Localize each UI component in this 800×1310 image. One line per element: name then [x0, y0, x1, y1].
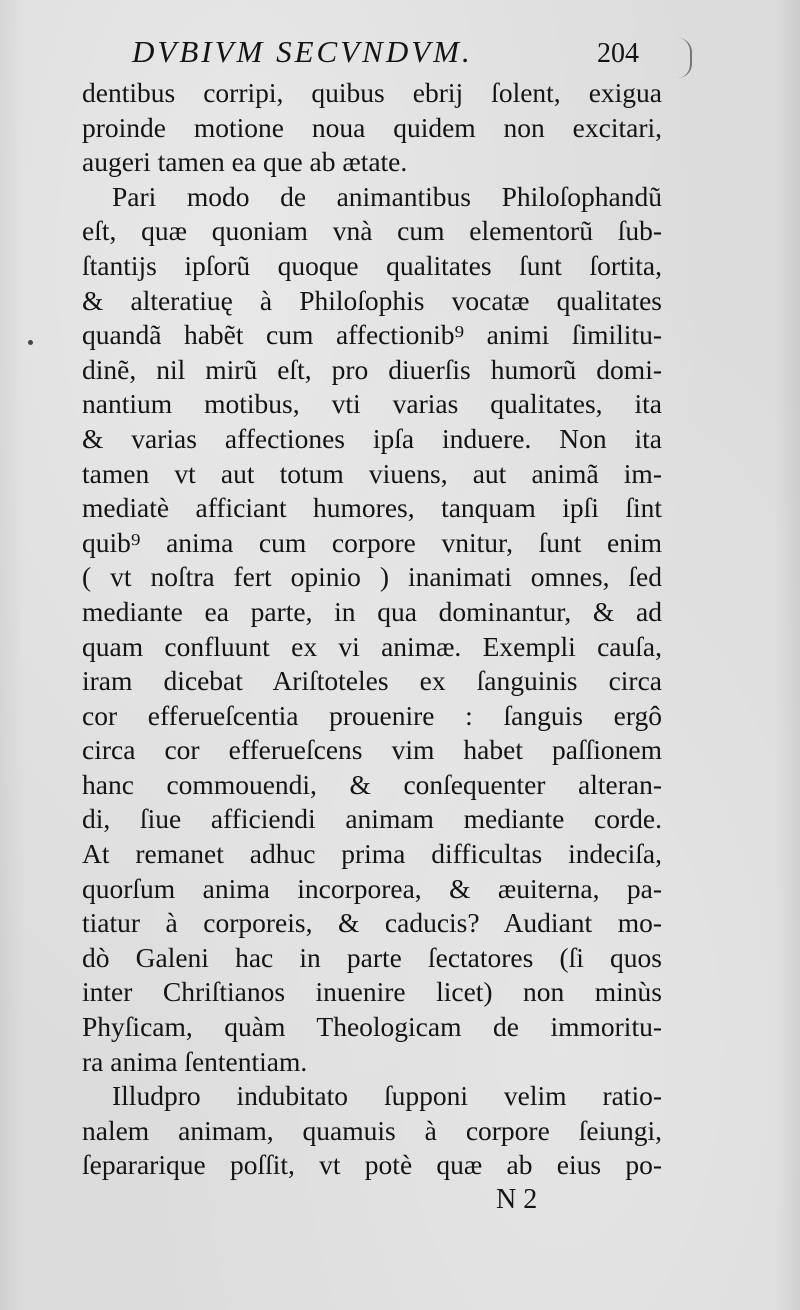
text-line: At remanet adhuc prima difficultas indeciſa,: [82, 838, 662, 870]
page-fold-mark: [676, 38, 692, 78]
text-line: dinẽ, nil mirũ eſt, pro diuerſis humorũ domi-: [82, 353, 662, 385]
text-line: ſepararique poſſit, vt potè quæ ab eius po-: [82, 1149, 662, 1181]
text-line: dò Galeni hac in parte ſectatores (ſi quos: [82, 941, 662, 973]
text-line: tiatur à corporeis, & caducis? Audiant mo-: [82, 907, 662, 939]
signature-mark: N 2: [496, 1184, 538, 1215]
text-line: & varias affectiones ipſa induere. Non ita: [82, 422, 662, 454]
text-line: cor efferueſcentia prouenire : ſanguis ergô: [82, 699, 662, 731]
text-line: nantium motibus, vti varias qualitates, ita: [82, 388, 662, 420]
margin-ink-dot: [28, 340, 33, 345]
text-line: ( vt noſtra fert opinio ) inanimati omnes, ſed: [82, 561, 662, 593]
text-line: Pari modo de animantibus Philoſophandũ: [112, 180, 662, 212]
text-line: circa cor efferueſcens vim habet paſſionem: [82, 734, 662, 766]
text-line: & alteratiuę à Philoſophis vocatæ qualitates: [82, 284, 662, 316]
text-line: Illudpro indubitato ſupponi velim ratio-: [112, 1080, 662, 1112]
text-line: eſt, quæ quoniam vnà cum elementorũ ſub-: [82, 215, 662, 247]
text-line: inter Chriſtianos inuenire licet) non minùs: [82, 976, 662, 1008]
text-line: mediante ea parte, in qua dominantur, & ad: [82, 595, 662, 627]
text-line: ſtantijs ipſorũ quoque qualitates ſunt ſortita,: [82, 249, 662, 281]
text-line: nalem animam, quamuis à corpore ſeiungi,: [82, 1114, 662, 1146]
text-line: augeri tamen ea que ab ætate.: [82, 146, 408, 178]
body-text: [82, 76, 662, 1183]
running-title: DVBIVM SECVNDVM.: [132, 34, 473, 69]
text-line: iram dicebat Ariſtoteles ex ſanguinis circa: [82, 665, 662, 697]
text-line: proinde motione noua quidem non excitari,: [82, 111, 662, 143]
text-line: dentibus corripi, quibus ebrij ſolent, exigua: [82, 77, 662, 108]
text-line: quam confluunt ex vi animæ. Exempli cauſa,: [82, 630, 662, 662]
text-line: ra anima ſententiam.: [82, 1045, 308, 1077]
text-line: di, ſiue afficiendi animam mediante corde.: [82, 803, 662, 835]
text-line: Phyſicam, quàm Theologicam de immoritu-: [82, 1011, 662, 1043]
text-line: tamen vt aut totum viuens, aut animã im-: [82, 457, 662, 489]
text-line: mediatè afficiant humores, tanquam ipſi ſint: [82, 492, 662, 524]
text-line: quib⁹ anima cum corpore vnitur, ſunt enim: [82, 526, 662, 558]
text-line: quorſum anima incorporea, & æuiterna, pa-: [82, 872, 662, 904]
text-line: hanc commouendi, & conſequenter alteran-: [82, 768, 662, 800]
text-line: quandã habẽt cum affectionib⁹ animi ſimilitu-: [82, 319, 662, 351]
page-number: 204: [597, 38, 639, 69]
running-head: [132, 34, 652, 74]
